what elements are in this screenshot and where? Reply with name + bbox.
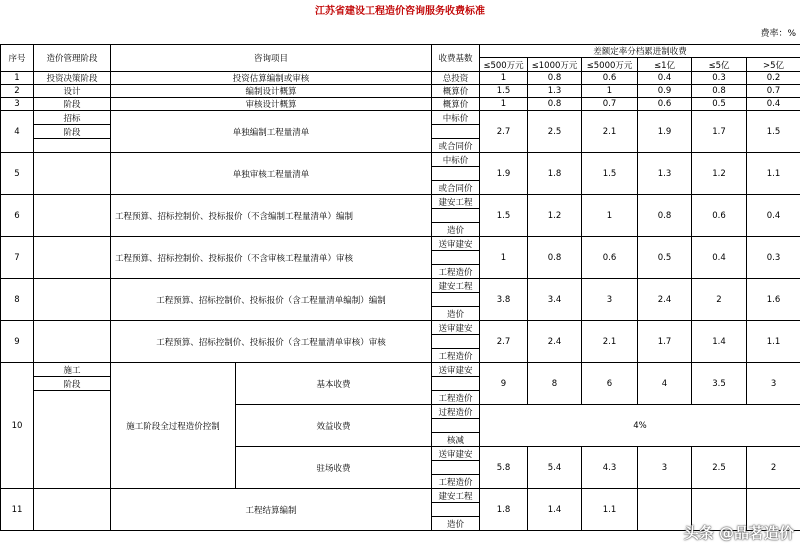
row-basis: 概算价 [432,85,480,98]
rate-cell: 1.8 [480,489,528,531]
rate-cell: 0.8 [528,237,582,279]
rate-cell: 1.5 [747,111,800,153]
basis-spacer [432,209,480,223]
basis-spacer [432,293,480,307]
rate-cell: 0.8 [638,195,692,237]
row-stage: 设计 [34,85,111,98]
rate-cell: 1.4 [528,489,582,531]
row-basis: 工程造价 [432,475,480,489]
header-basis: 收费基数 [432,45,480,72]
row-basis: 工程造价 [432,391,480,405]
row-item: 工程预算、招标控制价、投标报价（含工程量清单编制）编制 [111,279,432,321]
header-item: 咨询项目 [111,45,432,72]
rate-cell: 0.3 [692,72,747,85]
tier-header: >5亿 [747,58,800,72]
basis-spacer [432,167,480,181]
rate-cell: 1 [582,85,638,98]
stage-spacer [34,391,111,489]
rate-cell: 2.7 [480,111,528,153]
row-item: 审核设计概算 [111,98,432,111]
rate-cell: 2.7 [480,321,528,363]
rate-cell: 3 [638,447,692,489]
row-basis: 送审建安 [432,321,480,335]
row-no: 8 [1,279,34,321]
row-basis: 造价 [432,223,480,237]
rate-cell: 2 [692,279,747,321]
row-no: 2 [1,85,34,98]
basis-spacer [432,461,480,475]
rate-cell: 3 [747,363,800,405]
stage-spacer [34,139,111,153]
tier-header: ≤1000万元 [528,58,582,72]
rate-cell: 1.9 [480,153,528,195]
stage-spacer [34,279,111,321]
rate-cell: 2.4 [528,321,582,363]
row-basis: 概算价 [432,98,480,111]
sub-item: 驻场收费 [236,447,432,489]
table-row [1,195,800,209]
rate-cell: 2.5 [692,447,747,489]
rate-cell: 1.5 [480,85,528,98]
row-item: 编制设计概算 [111,85,432,98]
rate-cell: 1.2 [692,153,747,195]
row-stage: 投资决策阶段 [34,72,111,85]
rate-cell: 0.4 [692,237,747,279]
row-item: 工程预算、招标控制价、投标报价（不含编制工程量清单）编制 [111,195,432,237]
rate-cell: 2.1 [582,321,638,363]
row-basis: 工程造价 [432,265,480,279]
row-item: 工程预算、招标控制价、投标报价（含工程量清单审核）审核 [111,321,432,363]
row-basis: 或合同价 [432,139,480,153]
row-basis: 建安工程 [432,279,480,293]
sub-item: 效益收费 [236,405,432,447]
rate-cell: 1.7 [692,111,747,153]
row-stage: 施工 [34,363,111,377]
rate-cell: 0.8 [692,85,747,98]
rate-cell: 0.3 [747,237,800,279]
table-row [1,279,800,293]
rate-cell: 1.1 [582,489,638,531]
row-item: 工程结算编制 [111,489,432,531]
rate-cell: 5.8 [480,447,528,489]
row-no: 6 [1,195,34,237]
rate-cell: 0.4 [747,195,800,237]
rate-cell: 1.2 [528,195,582,237]
stage-spacer [34,195,111,237]
rate-cell: 2.5 [528,111,582,153]
tier-header: ≤1亿 [638,58,692,72]
page-title: 江苏省建设工程造价咨询服务收费标准 [315,6,485,17]
stage-spacer [34,489,111,531]
rate-cell: 0.2 [747,72,800,85]
rate-cell: 1 [582,195,638,237]
rate-cell: 2 [747,447,800,489]
table-row [1,85,800,98]
table-row [1,98,800,111]
row-no: 7 [1,237,34,279]
table-row [1,489,800,503]
rate-cell: 2.4 [638,279,692,321]
rate-cell: 4.3 [582,447,638,489]
rate-cell: 4 [638,363,692,405]
rate-cell: 0.7 [747,85,800,98]
row-no: 11 [1,489,34,531]
rate-cell: 5.4 [528,447,582,489]
header-stage: 造价管理阶段 [34,45,111,72]
row-basis: 送审建安 [432,363,480,377]
benefit-rate-cell: 4% [480,405,800,447]
row-no: 5 [1,153,34,195]
row-item: 投资估算编制或审核 [111,72,432,85]
rate-cell: 0.4 [638,72,692,85]
row-item: 单独编制工程量清单 [111,111,432,153]
row-basis: 送审建安 [432,447,480,461]
rate-cell: 0.6 [692,195,747,237]
rate-cell: 1.7 [638,321,692,363]
tier-header: ≤5亿 [692,58,747,72]
stage-spacer [34,237,111,279]
basis-spacer [432,377,480,391]
rate-cell: 0.8 [528,72,582,85]
rate-cell: 3.8 [480,279,528,321]
table-row [1,321,800,335]
watermark: 头条 @品茗造价 [683,524,794,542]
stage-spacer [34,321,111,363]
rate-cell: 0.5 [638,237,692,279]
rate-cell: 2.1 [582,111,638,153]
row-no: 10 [1,363,34,489]
tier-header: ≤500万元 [480,58,528,72]
rate-cell: 1.8 [528,153,582,195]
rate-cell: 1.5 [582,153,638,195]
row-basis: 或合同价 [432,181,480,195]
rate-cell: 0.6 [582,72,638,85]
tier-header: ≤5000万元 [582,58,638,72]
row-no: 4 [1,111,34,153]
rate-cell: 1.3 [528,85,582,98]
rate-cell: 1.4 [692,321,747,363]
stage-spacer [34,153,111,195]
rate-cell: 0.6 [638,98,692,111]
row-basis: 建安工程 [432,195,480,209]
row-stage: 阶段 [34,377,111,391]
fee-table [0,44,800,531]
rate-cell: 3.4 [528,279,582,321]
row-no: 9 [1,321,34,363]
row-basis: 中标价 [432,153,480,167]
row-basis: 工程造价 [432,349,480,363]
basis-spacer [432,251,480,265]
row-basis: 过程造价 [432,405,480,419]
table-row [1,111,800,125]
row-basis: 建安工程 [432,489,480,503]
table-row [1,153,800,167]
row-item: 工程预算、招标控制价、投标报价（不含审核工程量清单）审核 [111,237,432,279]
rate-cell: 1 [480,72,528,85]
sub-item: 基本收费 [236,363,432,405]
rate-cell: 3 [582,279,638,321]
rate-unit-label: 费率：% [760,29,796,39]
rate-cell: 1.6 [747,279,800,321]
rate-cell: 0.6 [582,237,638,279]
row-basis: 核减 [432,433,480,447]
row-stage: 阶段 [34,125,111,139]
row-item: 施工阶段全过程造价控制 [111,363,236,489]
rate-cell: 1 [480,237,528,279]
row-no: 1 [1,72,34,85]
row-basis: 总投资 [432,72,480,85]
row-no: 3 [1,98,34,111]
rate-cell: 0.8 [528,98,582,111]
rate-cell: 1.9 [638,111,692,153]
rate-cell: 8 [528,363,582,405]
basis-spacer [432,335,480,349]
row-stage: 阶段 [34,98,111,111]
table-row [1,237,800,251]
basis-spacer [432,503,480,517]
rate-cell: 1.1 [747,153,800,195]
row-basis: 造价 [432,517,480,531]
header-no: 序号 [1,45,34,72]
rate-cell: 0.4 [747,98,800,111]
rate-cell: 1.5 [480,195,528,237]
row-basis: 送审建安 [432,237,480,251]
rate-cell: 6 [582,363,638,405]
rate-cell: 3.5 [692,363,747,405]
rate-cell: 9 [480,363,528,405]
row-item: 单独审核工程量清单 [111,153,432,195]
basis-spacer [432,419,480,433]
rate-cell: 0.7 [582,98,638,111]
rate-cell: 1.3 [638,153,692,195]
row-stage: 招标 [34,111,111,125]
rate-cell: 0.5 [692,98,747,111]
rate-cell: 1 [480,98,528,111]
row-basis: 造价 [432,307,480,321]
header-group: 差额定率分档累进制收费 [480,45,800,58]
table-row [1,363,800,377]
row-basis: 中标价 [432,111,480,125]
rate-cell: 1.1 [747,321,800,363]
table-row [1,72,800,85]
basis-spacer [432,125,480,139]
rate-cell: 0.9 [638,85,692,98]
